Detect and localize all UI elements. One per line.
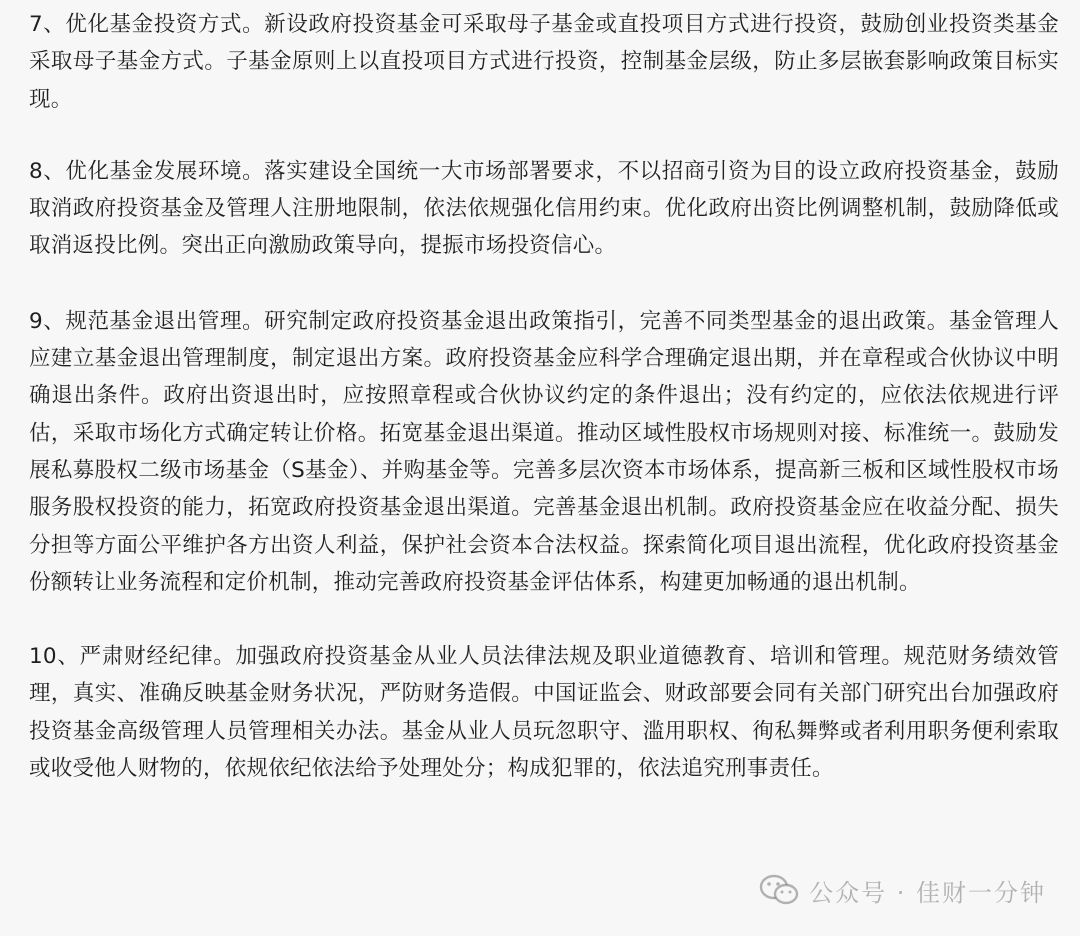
paragraph-7: 7、优化基金投资方式。新设政府投资基金可采取母子基金或直投项目方式进行投资，鼓励创业投资类基金采取母子基金方式。子基金原则上以直投项目方式进行投资，控制基金层级，防止多层嵌套影响政策目标实现。 bbox=[29, 12, 1059, 112]
wechat-icon bbox=[759, 873, 799, 907]
paragraph-9: 9、规范基金退出管理。研究制定政府投资基金退出政策指引，完善不同类型基金的退出政策。基金管理人应建立基金退出管理制度，制定退出方案。政府投资基金应科学合理确定退出期，并在章程或合伙协议中明确退出条件。政府出资退出时，应按照章程或合伙协议约定的条件退出；没有约定的，应依法依规进行评估，采取市场化方式确定转让价格。拓宽基金退出渠道。推动区域性股权市场规则对接、标准统一。鼓励发展私募股权二级市场基金（S基金）、并购基金等。完善多层次资本市场体系，提高新三板和区域性股权市场服务股权投资的能力，拓宽政府投资基金退出渠道。完善基金退出机制。政府投资基金应在收益分配、损失分担等方面公平维护各方出资人利益，保护社会资本合法权益。探索简化项目退出流程，优化政府投资基金份额转让业务流程和定价机制，推动完善政府投资基金评估体系，构建更加畅通的退出机制。 bbox=[29, 308, 1059, 595]
paragraph-10: 10、严肃财经纪律。加强政府投资基金从业人员法律法规及职业道德教育、培训和管理。规范财务绩效管理，真实、准确反映基金财务状况，严防财务造假。中国证监会、财政部要会同有关部门研究出台加强政府投资基金高级管理人员管理相关办法。基金从业人员玩忽职守、滥用职权、徇私舞弊或者利用职务便利索取或收受他人财物的，依规依纪依法给予处理处分；构成犯罪的，依法追究刑事责任。 bbox=[29, 644, 1059, 782]
watermark-text: 公众号 · 佳财一分钟 bbox=[809, 878, 1046, 907]
paragraph-8: 8、优化基金发展环境。落实建设全国统一大市场部署要求，不以招商引资为目的设立政府投资基金，鼓励取消政府投资基金及管理人注册地限制，依法依规强化信用约束。优化政府出资比例调整机制，鼓励降低或取消返投比例。突出正向激励政策导向，提振市场投资信心。 bbox=[29, 158, 1059, 259]
watermark bbox=[759, 868, 1046, 912]
article-body bbox=[29, 6, 1059, 826]
